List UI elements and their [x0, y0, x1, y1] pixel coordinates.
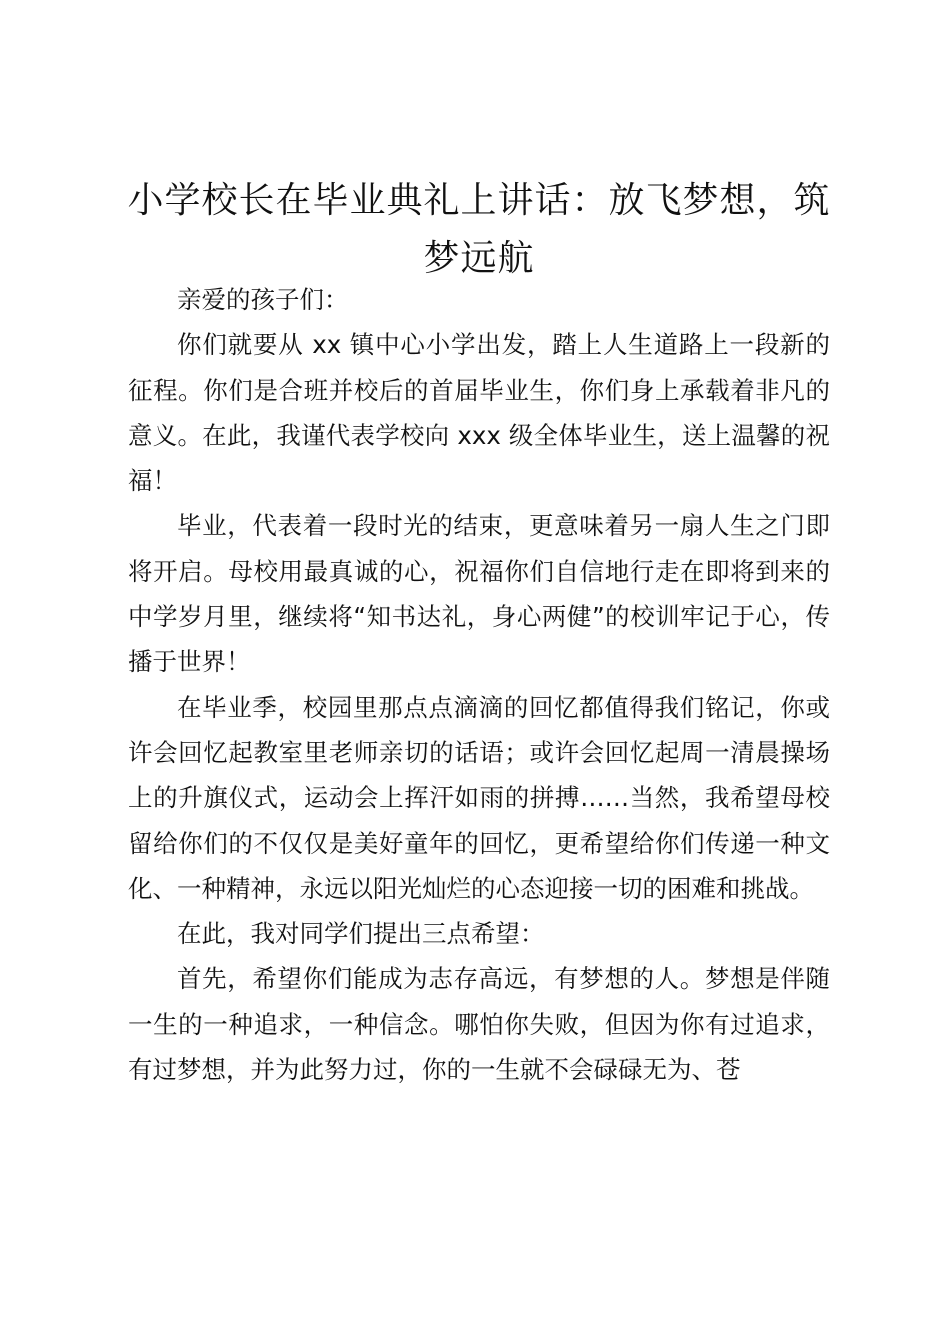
paragraph-salutation: 亲爱的孩子们：: [177, 285, 349, 314]
paragraph-opening: 你们就要从 xx 镇中心小学出发，踏上人生道路上一段新的征程。你们是合班并校后的首届毕业生，你们身上承载着非凡的意义。在此，我谨代表学校向 xxx 级全体毕业生，送上温馨的祝福！: [128, 330, 830, 496]
document-body: [128, 277, 830, 1092]
paragraph-graduation-meaning: 毕业，代表着一段时光的结束，更意味着另一扇人生之门即将开启。母校用最真诚的心，祝福你们自信地行走在即将到来的中学岁月里，继续将“知书达礼，身心两健”的校训牢记于心，传播于世界！: [128, 511, 830, 677]
paragraph-three-hopes-intro: 在此，我对同学们提出三点希望：: [177, 919, 545, 949]
document-title: 小学校长在毕业典礼上讲话：放飞梦想，筑梦远航: [127, 180, 831, 279]
paragraph-memories: 在毕业季，校园里那点点滴滴的回忆都值得我们铭记，你或许会回忆起教室里老师亲切的话语；或许会回忆起周一清晨操场上的升旗仪式，运动会上挥汗如雨的拼搏……当然，我希望母校留给你们的不仅仅是美好童年的回忆，更希望给你们传递一种文化、一种精神，永远以阳光灿烂的心态迎接一切的困难和挑战。: [128, 692, 830, 903]
paragraph-first-hope: 首先，希望你们能成为志存高远，有梦想的人。梦想是伴随一生的一种追求，一种信念。哪怕你失败，但因为你有过追求，有过梦想，并为此努力过，你的一生就不会碌碌无为、苍: [128, 964, 830, 1085]
